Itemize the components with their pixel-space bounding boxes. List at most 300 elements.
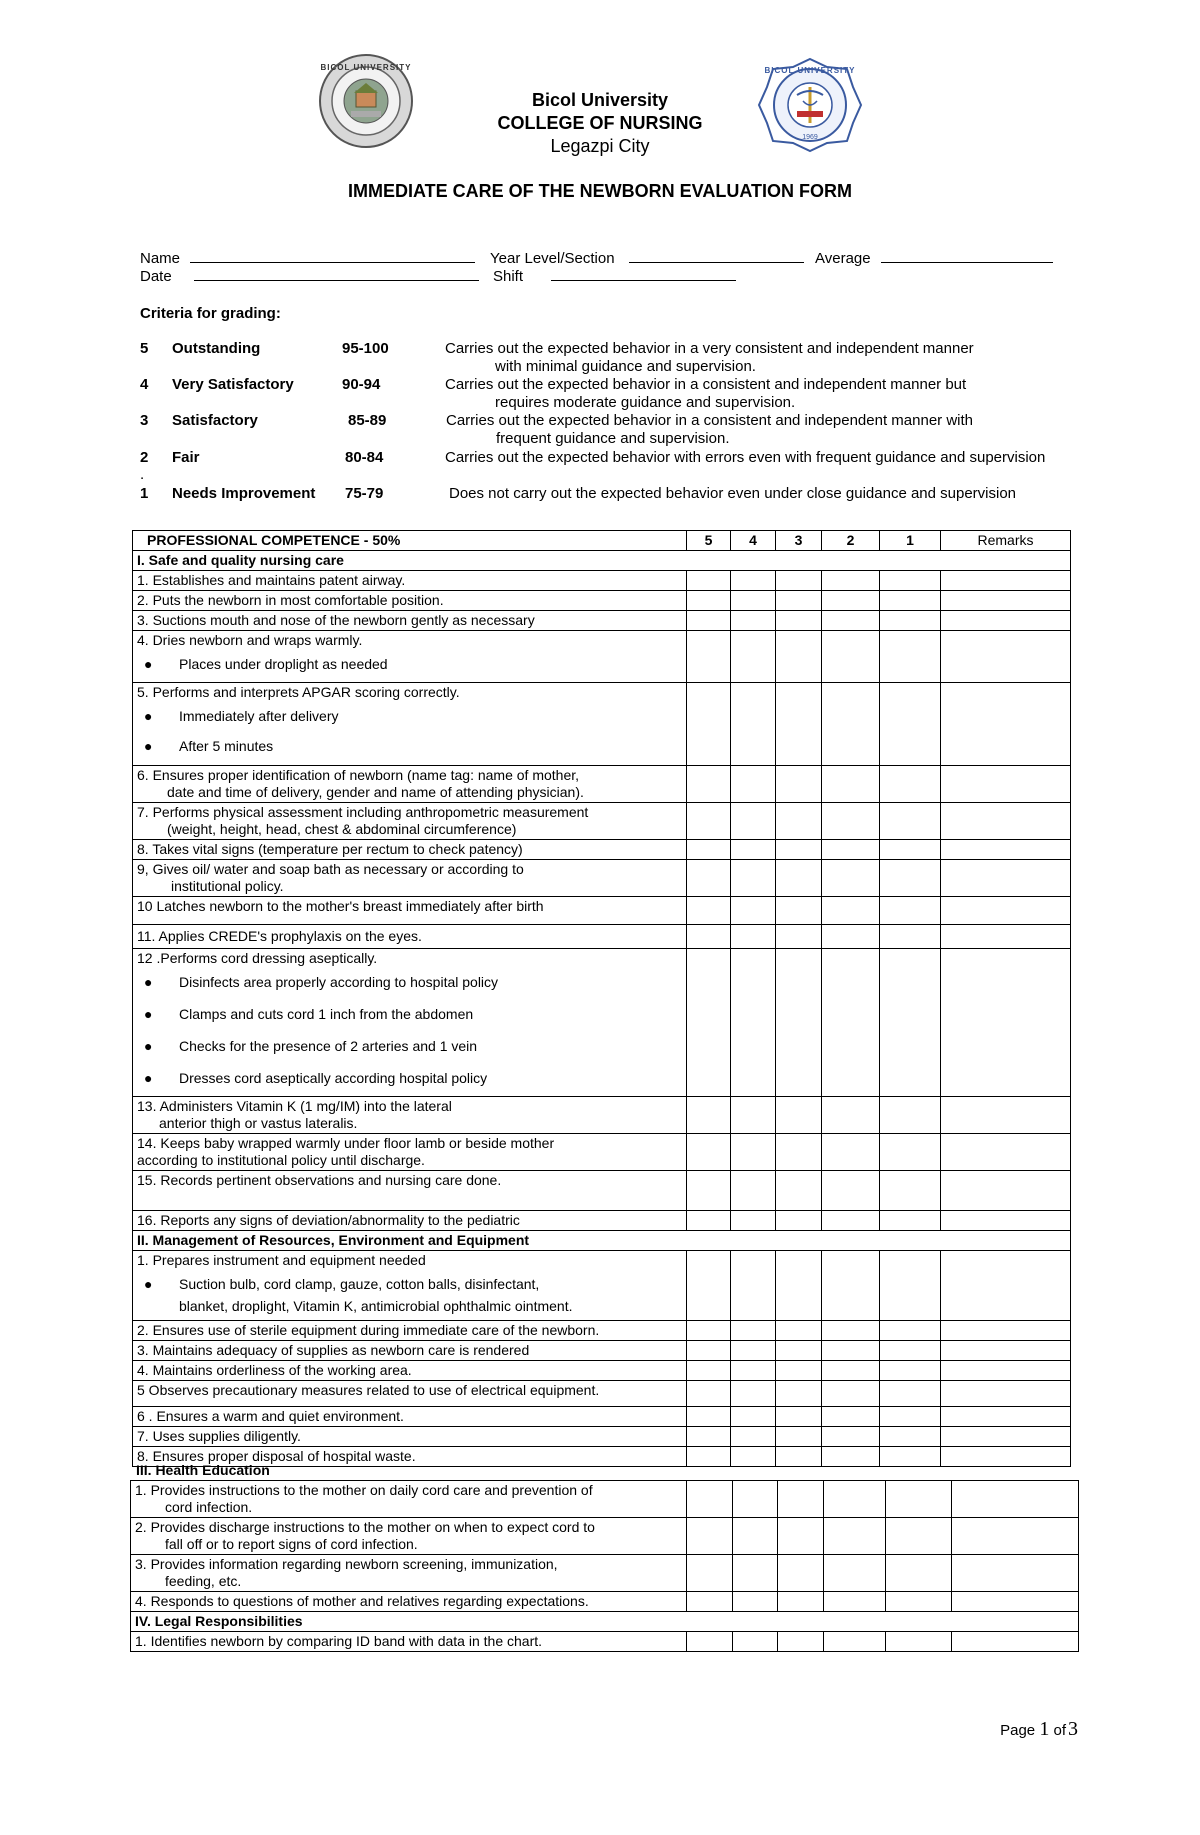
bullet-item: ● Disinfects area properly according to hospital policy [137,974,682,991]
item-text: 11. Applies CREDE's prophylaxis on the eyes. [133,925,687,949]
name-blank[interactable] [190,250,475,263]
rating-cell[interactable] [822,683,880,766]
year-level-field[interactable] [490,250,804,267]
criteria-range: 95-100 [342,340,389,357]
remarks-cell[interactable] [941,631,1071,683]
table-row [131,1555,1079,1592]
remarks-cell[interactable] [952,1518,1079,1555]
rating-cell[interactable] [778,1518,824,1555]
remarks-cell[interactable] [941,925,1071,949]
rating-cell[interactable] [687,803,731,840]
rating-cell[interactable] [880,1134,941,1171]
rating-cell[interactable] [880,683,941,766]
rating-cell[interactable] [776,1251,822,1321]
table-row [133,840,1071,860]
table-row [133,803,1071,840]
rating-cell[interactable] [687,1211,731,1231]
remarks-cell[interactable] [941,1134,1071,1171]
remarks-cell[interactable] [941,1361,1071,1381]
college-name: COLLEGE OF NURSING [497,113,703,133]
remarks-cell[interactable] [941,766,1071,803]
rating-cell[interactable] [776,897,822,925]
bullet-item: ● Clamps and cuts cord 1 inch from the abdomen [137,1006,682,1023]
rating-cell[interactable] [776,1097,822,1134]
table-row [133,766,1071,803]
item-text: 4. Responds to questions of mother and relatives regarding expectations. [131,1592,687,1612]
rating-cell[interactable] [880,860,941,897]
rating-cell[interactable] [687,1447,731,1467]
rating-cell[interactable] [776,1211,822,1231]
rating-cell[interactable] [880,1447,941,1467]
item-text: 8. Takes vital signs (temperature per rectum to check patency) [133,840,687,860]
rating-cell[interactable] [880,1341,941,1361]
rating-cell[interactable] [822,897,880,925]
remarks-cell[interactable] [941,1321,1071,1341]
rating-cell[interactable] [687,571,731,591]
item-text: 13. Administers Vitamin K (1 mg/IM) into the lateral anterior thigh or vastus lateralis. [133,1097,687,1134]
remarks-cell[interactable] [941,1427,1071,1447]
col-header-4: 4 [731,531,776,551]
rating-cell[interactable] [687,1632,733,1652]
criteria-label: Fair [172,449,200,466]
section-title: IV. Legal Responsibilities [131,1612,1079,1632]
rating-cell[interactable] [824,1518,886,1555]
item-text: 1. Provides instructions to the mother on daily cord care and prevention of cord infection. [131,1481,687,1518]
item-text: 4. Maintains orderliness of the working area. [133,1361,687,1381]
remarks-cell[interactable] [952,1592,1079,1612]
rating-cell[interactable] [731,1381,776,1407]
rating-cell[interactable] [731,1171,776,1211]
item-text: 16. Reports any signs of deviation/abnormality to the pediatric [133,1211,687,1231]
rating-cell[interactable] [880,840,941,860]
rating-cell[interactable] [731,1341,776,1361]
rating-cell[interactable] [880,611,941,631]
rating-cell[interactable] [731,611,776,631]
item-text: 12 .Performs cord dressing aseptically. ● Disinfects area properly according to hospital policy ● Clamps and cuts cord 1 inch from the abdomen ● Checks for the presence of 2 arteries and 1 vein ● Dresses cord aseptically according hospital policy [133,949,687,1097]
item-text: 2. Ensures use of sterile equipment during immediate care of the newborn. [133,1321,687,1341]
table-header-row [133,531,1071,551]
logo-right-text: BICOL UNIVERSITY [764,66,856,75]
bullet-item: ● Places under droplight as needed [137,656,682,673]
table-row [133,1171,1071,1211]
remarks-cell[interactable] [941,1171,1071,1211]
rating-cell[interactable] [880,1171,941,1211]
rating-cell[interactable] [776,591,822,611]
of-word: of [1053,1722,1066,1739]
section-title: II. Management of Resources, Environment and Equipment [133,1231,1071,1251]
rating-cell[interactable] [687,1555,733,1592]
criteria-number: 5 [140,340,149,357]
rating-cell[interactable] [731,1211,776,1231]
rating-cell[interactable] [822,1447,880,1467]
university-name: Bicol University [531,90,669,110]
rating-cell[interactable] [776,860,822,897]
rating-cell[interactable] [776,803,822,840]
item-text: 3. Provides information regarding newborn screening, immunization, feeding, etc. [131,1555,687,1592]
section-row [133,551,1071,571]
rating-cell[interactable] [687,1361,731,1381]
rating-cell[interactable] [731,1447,776,1467]
item-text: 8. Ensures proper disposal of hospital waste. [133,1447,687,1467]
col-header-1: 1 [880,531,941,551]
item-text: 7. Uses supplies diligently. [133,1427,687,1447]
criteria-description: Carries out the expected behavior in a consistent and independent manner but requires moderate guidance and supervision. [445,376,967,411]
rating-cell[interactable] [731,1427,776,1447]
rating-cell[interactable] [776,571,822,591]
table-row [133,683,1071,766]
criteria-heading: Criteria for grading: [140,305,281,322]
remarks-cell[interactable] [941,683,1071,766]
item-text: 3. Suctions mouth and nose of the newborn gently as necessary [133,611,687,631]
rating-cell[interactable] [687,1171,731,1211]
table-row [133,1251,1071,1321]
rating-cell[interactable] [824,1481,886,1518]
average-field[interactable] [815,250,1053,267]
table-row [133,1321,1071,1341]
criteria-range: 85-89 [348,412,387,429]
table-row [133,1341,1071,1361]
rating-cell[interactable] [733,1481,778,1518]
rating-cell[interactable] [776,766,822,803]
table-title: PROFESSIONAL COMPETENCE - 50% [133,531,687,551]
shift-field[interactable] [493,268,736,285]
rating-cell[interactable] [822,631,880,683]
rating-cell[interactable] [776,840,822,860]
criteria-range: 80-84 [345,449,384,466]
rating-cell[interactable] [687,1518,733,1555]
average-label: Average [815,250,871,267]
table-row [133,1097,1071,1134]
rating-cell[interactable] [880,1097,941,1134]
rating-cell[interactable] [731,631,776,683]
rating-cell[interactable] [822,611,880,631]
rating-cell[interactable] [822,591,880,611]
remarks-cell[interactable] [952,1555,1079,1592]
page-number [1000,1718,1078,1741]
item-text: 14. Keeps baby wrapped warmly under floor lamb or beside mother according to institutional policy until discharge. [133,1134,687,1171]
date-blank[interactable] [194,268,479,281]
remarks-cell[interactable] [941,949,1071,1097]
rating-cell[interactable] [776,949,822,1097]
evaluation-table-secondary [130,1480,1079,1652]
remarks-cell[interactable] [941,860,1071,897]
rating-cell[interactable] [822,1134,880,1171]
rating-cell[interactable] [778,1481,824,1518]
rating-cell[interactable] [731,897,776,925]
remarks-cell[interactable] [952,1632,1079,1652]
rating-cell[interactable] [880,1381,941,1407]
table-row [133,1427,1071,1447]
table-row [133,631,1071,683]
rating-cell[interactable] [880,897,941,925]
rating-cell[interactable] [822,1211,880,1231]
rating-cell[interactable] [731,683,776,766]
rating-cell[interactable] [731,803,776,840]
remarks-cell[interactable] [941,1341,1071,1361]
table-row [133,897,1071,925]
criteria-label: Satisfactory [172,412,258,429]
item-text: 1. Prepares instrument and equipment needed ● Suction bulb, cord clamp, gauze, cotton balls, disinfectant, blanket, droplight, Vitamin K, antimicrobial ophthalmic ointment. [133,1251,687,1321]
table-row [131,1481,1079,1518]
rating-cell[interactable] [687,1481,733,1518]
table-row [133,949,1071,1097]
rating-cell[interactable] [886,1592,952,1612]
rating-cell[interactable] [822,1251,880,1321]
rating-cell[interactable] [822,1361,880,1381]
remarks-cell[interactable] [941,611,1071,631]
remarks-cell[interactable] [941,1211,1071,1231]
rating-cell[interactable] [886,1481,952,1518]
rating-cell[interactable] [687,1381,731,1407]
table-row [133,1361,1071,1381]
rating-cell[interactable] [776,1171,822,1211]
rating-cell[interactable] [880,1407,941,1427]
rating-cell[interactable] [731,1251,776,1321]
rating-cell[interactable] [687,897,731,925]
page-total: 3 [1068,1718,1078,1740]
rating-cell[interactable] [776,631,822,683]
bullet-item: ● Suction bulb, cord clamp, gauze, cotton balls, disinfectant, blanket, droplight, Vitamin K, antimicrobial ophthalmic ointment. [137,1276,682,1315]
rating-cell[interactable] [880,631,941,683]
rating-cell[interactable] [822,860,880,897]
col-header-remarks: Remarks [941,531,1071,551]
rating-cell[interactable] [822,1321,880,1341]
rating-cell[interactable] [880,1211,941,1231]
rating-cell[interactable] [822,1381,880,1407]
rating-cell[interactable] [687,949,731,1097]
page-current: 1 [1039,1718,1050,1740]
table-row [133,1381,1071,1407]
rating-cell[interactable] [778,1555,824,1592]
rating-cell[interactable] [822,1341,880,1361]
bullet-item: ● Dresses cord aseptically according hospital policy [137,1070,682,1087]
rating-cell[interactable] [822,766,880,803]
rating-cell[interactable] [880,571,941,591]
rating-cell[interactable] [822,840,880,860]
col-header-3: 3 [776,531,822,551]
rating-cell[interactable] [731,766,776,803]
item-text: 1. Identifies newborn by comparing ID band with data in the chart. [131,1632,687,1652]
rating-cell[interactable] [776,1361,822,1381]
criteria-description: Carries out the expected behavior in a consistent and independent manner with frequent guidance and supervision. [446,412,973,447]
rating-cell[interactable] [733,1592,778,1612]
rating-cell[interactable] [731,949,776,1097]
rating-cell[interactable] [687,1134,731,1171]
rating-cell[interactable] [687,860,731,897]
rating-cell[interactable] [687,1321,731,1341]
rating-cell[interactable] [880,1251,941,1321]
rating-cell[interactable] [776,1341,822,1361]
table-row [133,611,1071,631]
table-row [133,591,1071,611]
criteria-description: Does not carry out the expected behavior even under close guidance and supervision [449,485,1017,502]
rating-cell[interactable] [822,1171,880,1211]
rating-cell[interactable] [687,840,731,860]
rating-cell[interactable] [733,1555,778,1592]
rating-cell[interactable] [886,1518,952,1555]
item-text: 9, Gives oil/ water and soap bath as necessary or according to institutional policy. [133,860,687,897]
bullet-item: ● After 5 minutes [137,738,682,755]
item-text: 1. Establishes and maintains patent airway. [133,571,687,591]
rating-cell[interactable] [687,1251,731,1321]
table-row [133,1211,1071,1231]
item-text: 2. Puts the newborn in most comfortable position. [133,591,687,611]
item-text: 10 Latches newborn to the mother's breast immediately after birth [133,897,687,925]
criteria-number: 2 [140,449,149,466]
table-row [131,1632,1079,1652]
rating-cell[interactable] [822,1427,880,1447]
item-text: 7. Performs physical assessment including anthropometric measurement (weight, height, head, chest & abdominal circumference) [133,803,687,840]
rating-cell[interactable] [880,925,941,949]
shift-blank[interactable] [551,268,736,281]
rating-cell[interactable] [824,1555,886,1592]
date-label: Date [140,268,172,285]
rating-cell[interactable] [731,1321,776,1341]
year-level-label: Year Level/Section [490,250,615,267]
form-title: IMMEDIATE CARE OF THE NEWBORN EVALUATION FORM [348,181,852,201]
criteria-range: 75-79 [345,485,384,502]
criteria-label: Needs Improvement [172,485,316,502]
rating-cell[interactable] [824,1592,886,1612]
criteria-number: 3 [140,412,149,429]
rating-cell[interactable] [733,1632,778,1652]
remarks-cell[interactable] [941,591,1071,611]
rating-cell[interactable] [886,1632,952,1652]
remarks-cell[interactable] [941,1407,1071,1427]
rating-cell[interactable] [687,1097,731,1134]
criteria-number: 4 [140,376,149,393]
rating-cell[interactable] [822,925,880,949]
city-name: Legazpi City [550,136,650,156]
stray-mark: . [140,466,145,483]
rating-cell[interactable] [687,591,731,611]
rating-cell[interactable] [731,860,776,897]
rating-cell[interactable] [687,1341,731,1361]
name-field[interactable] [140,250,475,267]
rating-cell[interactable] [776,1134,822,1171]
average-blank[interactable] [881,250,1053,263]
table-row [133,1134,1071,1171]
rating-cell[interactable] [880,766,941,803]
remarks-cell[interactable] [952,1481,1079,1518]
item-text: 4. Dries newborn and wraps warmly. ● Places under droplight as needed [133,631,687,683]
shift-label: Shift [493,268,524,285]
remarks-cell[interactable] [941,897,1071,925]
item-text: 2. Provides discharge instructions to the mother on when to expect cord to fall off or to report signs of cord infection. [131,1518,687,1555]
rating-cell[interactable] [776,1447,822,1467]
name-label: Name [140,250,181,267]
rating-cell[interactable] [731,925,776,949]
rating-cell[interactable] [880,949,941,1097]
criteria-description: Carries out the expected behavior with errors even with frequent guidance and supervision [445,449,1046,466]
rating-cell[interactable] [880,1321,941,1341]
criteria-range: 90-94 [342,376,381,393]
rating-cell[interactable] [731,1361,776,1381]
rating-cell[interactable] [687,766,731,803]
rating-cell[interactable] [776,1381,822,1407]
rating-cell[interactable] [776,611,822,631]
rating-cell[interactable] [822,1407,880,1427]
section-title-health-education: III. Health Education [136,1462,270,1478]
rating-cell[interactable] [776,1321,822,1341]
table-row [131,1518,1079,1555]
bullet-item: ● Immediately after delivery [137,708,682,725]
rating-cell[interactable] [886,1555,952,1592]
rating-cell[interactable] [731,1407,776,1427]
remarks-cell[interactable] [941,1381,1071,1407]
remarks-cell[interactable] [941,840,1071,860]
evaluation-table-main [132,530,1071,1467]
table-row [133,860,1071,897]
rating-cell[interactable] [687,1427,731,1447]
table-row [133,571,1071,591]
rating-cell[interactable] [822,803,880,840]
remarks-cell[interactable] [941,1447,1071,1467]
rating-cell[interactable] [776,1407,822,1427]
date-field[interactable] [140,268,479,285]
rating-cell[interactable] [687,611,731,631]
rating-cell[interactable] [880,803,941,840]
rating-cell[interactable] [822,1097,880,1134]
rating-cell[interactable] [776,1427,822,1447]
rating-cell[interactable] [776,683,822,766]
section-row [133,1231,1071,1251]
rating-cell[interactable] [731,1097,776,1134]
rating-cell[interactable] [687,631,731,683]
item-text: 5 Observes precautionary measures related to use of electrical equipment. [133,1381,687,1407]
rating-cell[interactable] [778,1632,824,1652]
remarks-cell[interactable] [941,1251,1071,1321]
rating-cell[interactable] [687,683,731,766]
rating-cell[interactable] [824,1632,886,1652]
section-row [131,1612,1079,1632]
rating-cell[interactable] [731,1134,776,1171]
rating-cell[interactable] [733,1518,778,1555]
table-row [131,1592,1079,1612]
logo-left-text: BICOL UNIVERSITY [320,63,412,72]
table-row [133,1407,1071,1427]
rating-cell[interactable] [880,1361,941,1381]
criteria-label: Outstanding [172,340,261,357]
item-text: 5. Performs and interprets APGAR scoring correctly. ● Immediately after delivery ● After 5 minutes [133,683,687,766]
rating-cell[interactable] [731,571,776,591]
rating-cell[interactable] [778,1592,824,1612]
col-header-5: 5 [687,531,731,551]
remarks-cell[interactable] [941,803,1071,840]
rating-cell[interactable] [687,1592,733,1612]
logo-right-year: 1969 [802,134,818,141]
year-level-blank[interactable] [629,250,804,263]
rating-cell[interactable] [880,591,941,611]
criteria-number: 1 [140,485,149,502]
rating-cell[interactable] [776,925,822,949]
table-row [133,925,1071,949]
rating-cell[interactable] [687,925,731,949]
col-header-2: 2 [822,531,880,551]
remarks-cell[interactable] [941,571,1071,591]
rating-cell[interactable] [822,949,880,1097]
rating-cell[interactable] [731,591,776,611]
rating-cell[interactable] [687,1407,731,1427]
remarks-cell[interactable] [941,1097,1071,1134]
item-text: 15. Records pertinent observations and nursing care done. [133,1171,687,1211]
criteria-label: Very Satisfactory [172,376,294,393]
rating-cell[interactable] [731,840,776,860]
bullet-item: ● Checks for the presence of 2 arteries and 1 vein [137,1038,682,1055]
rating-cell[interactable] [880,1427,941,1447]
item-text: 6. Ensures proper identification of newborn (name tag: name of mother, date and time of delivery, gender and name of attending physician). [133,766,687,803]
rating-cell[interactable] [822,571,880,591]
